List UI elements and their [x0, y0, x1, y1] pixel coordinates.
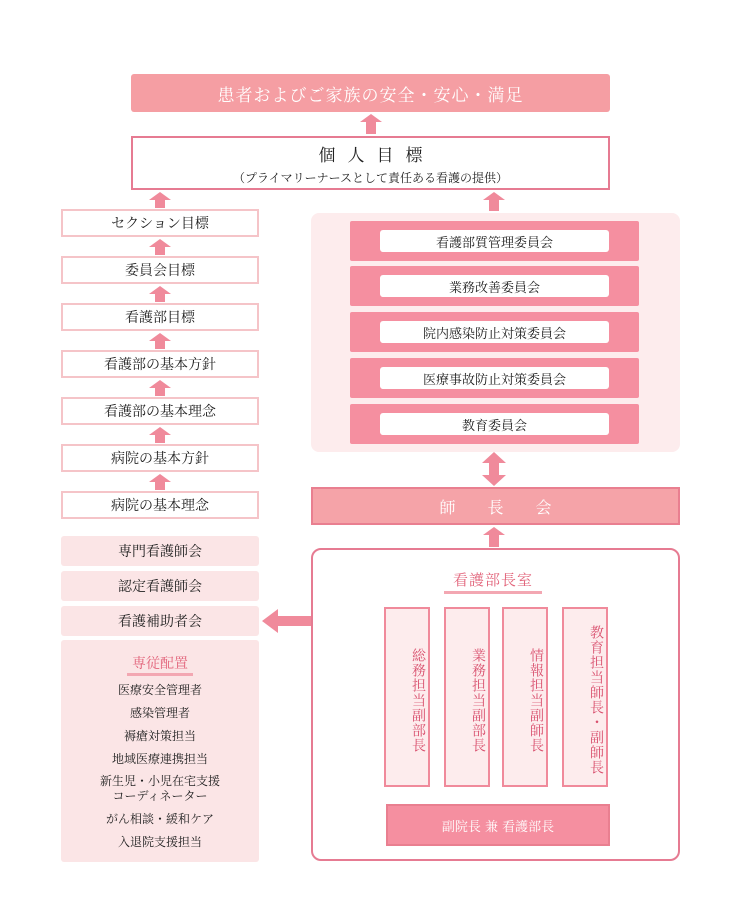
committee-label: 院内感染防止対策委員会 — [380, 321, 609, 343]
arrow-up-icon — [149, 380, 171, 396]
arrow-up-icon — [149, 192, 171, 208]
dedicated-item: 新生児・小児在宅支援 — [99, 774, 220, 788]
dedicated-item: 地域医療連携担当 — [111, 752, 208, 766]
nursing-dept-policy-box: 看護部の基本方針 — [61, 350, 259, 378]
committee-quality — [350, 221, 639, 261]
arrow-up-icon — [149, 474, 171, 490]
committee-accident — [350, 358, 639, 398]
arrow-up-icon — [149, 286, 171, 302]
individual-goal-subtitle: （プライマリーナースとして責任ある看護の提供） — [232, 170, 509, 185]
arrow-up-icon — [149, 333, 171, 349]
dedicated-item: コーディネーター — [112, 789, 208, 803]
committee-label: 看護部質管理委員会 — [380, 230, 609, 252]
committee-goal-box: 委員会目標 — [61, 256, 259, 284]
head-education: 教育担当師長・副師長 — [562, 607, 608, 787]
committee-label: 教育委員会 — [380, 413, 609, 435]
head-nurse-meeting-label: 師長会 — [439, 497, 584, 517]
specialist-nurse-council: 専門看護師会 — [61, 536, 259, 566]
individual-goal-title: 個人目標 — [318, 145, 435, 166]
vice-head-operations: 業務担当副部長 — [444, 607, 490, 787]
office-title-underline — [444, 591, 542, 594]
committee-label: 業務改善委員会 — [380, 275, 609, 297]
dedicated-staff-title: 専従配置 — [132, 656, 188, 672]
committee-improvement — [350, 266, 639, 306]
vice-head-general-affairs: 総務担当副部長 — [384, 607, 430, 787]
individual-goal-box — [131, 136, 610, 190]
top-goal-banner: 患者およびご家族の安全・安心・満足 — [131, 74, 610, 112]
vice-director-box: 副院長 兼 看護部長 — [386, 804, 610, 846]
double-arrow-vertical-icon — [479, 452, 509, 486]
hospital-policy-box: 病院の基本方針 — [61, 444, 259, 472]
arrow-up-icon — [360, 114, 382, 134]
vice-head-information: 情報担当副師長 — [502, 607, 548, 787]
nursing-dept-goal-box: 看護部目標 — [61, 303, 259, 331]
dedicated-item: 褥瘡対策担当 — [123, 729, 196, 743]
dedicated-item: がん相談・緩和ケア — [105, 812, 214, 826]
arrow-up-icon — [149, 427, 171, 443]
committee-education — [350, 404, 639, 444]
arrow-up-icon — [149, 239, 171, 255]
committee-infection — [350, 312, 639, 352]
arrow-up-icon — [483, 192, 505, 211]
nursing-dept-philosophy-box: 看護部の基本理念 — [61, 397, 259, 425]
head-nurse-meeting — [311, 487, 680, 525]
dedicated-item: 入退院支援担当 — [117, 835, 202, 849]
committee-label: 医療事故防止対策委員会 — [380, 367, 609, 389]
arrow-up-icon — [483, 527, 505, 547]
hospital-philosophy-box: 病院の基本理念 — [61, 491, 259, 519]
dedicated-title-underline — [127, 673, 193, 676]
dedicated-item: 感染管理者 — [129, 706, 190, 720]
dedicated-item: 医療安全管理者 — [117, 683, 202, 697]
section-goal-box: セクション目標 — [61, 209, 259, 237]
certified-nurse-council: 認定看護師会 — [61, 571, 259, 601]
nursing-assistant-council: 看護補助者会 — [61, 606, 259, 636]
director-office-title: 看護部長室 — [452, 570, 533, 589]
